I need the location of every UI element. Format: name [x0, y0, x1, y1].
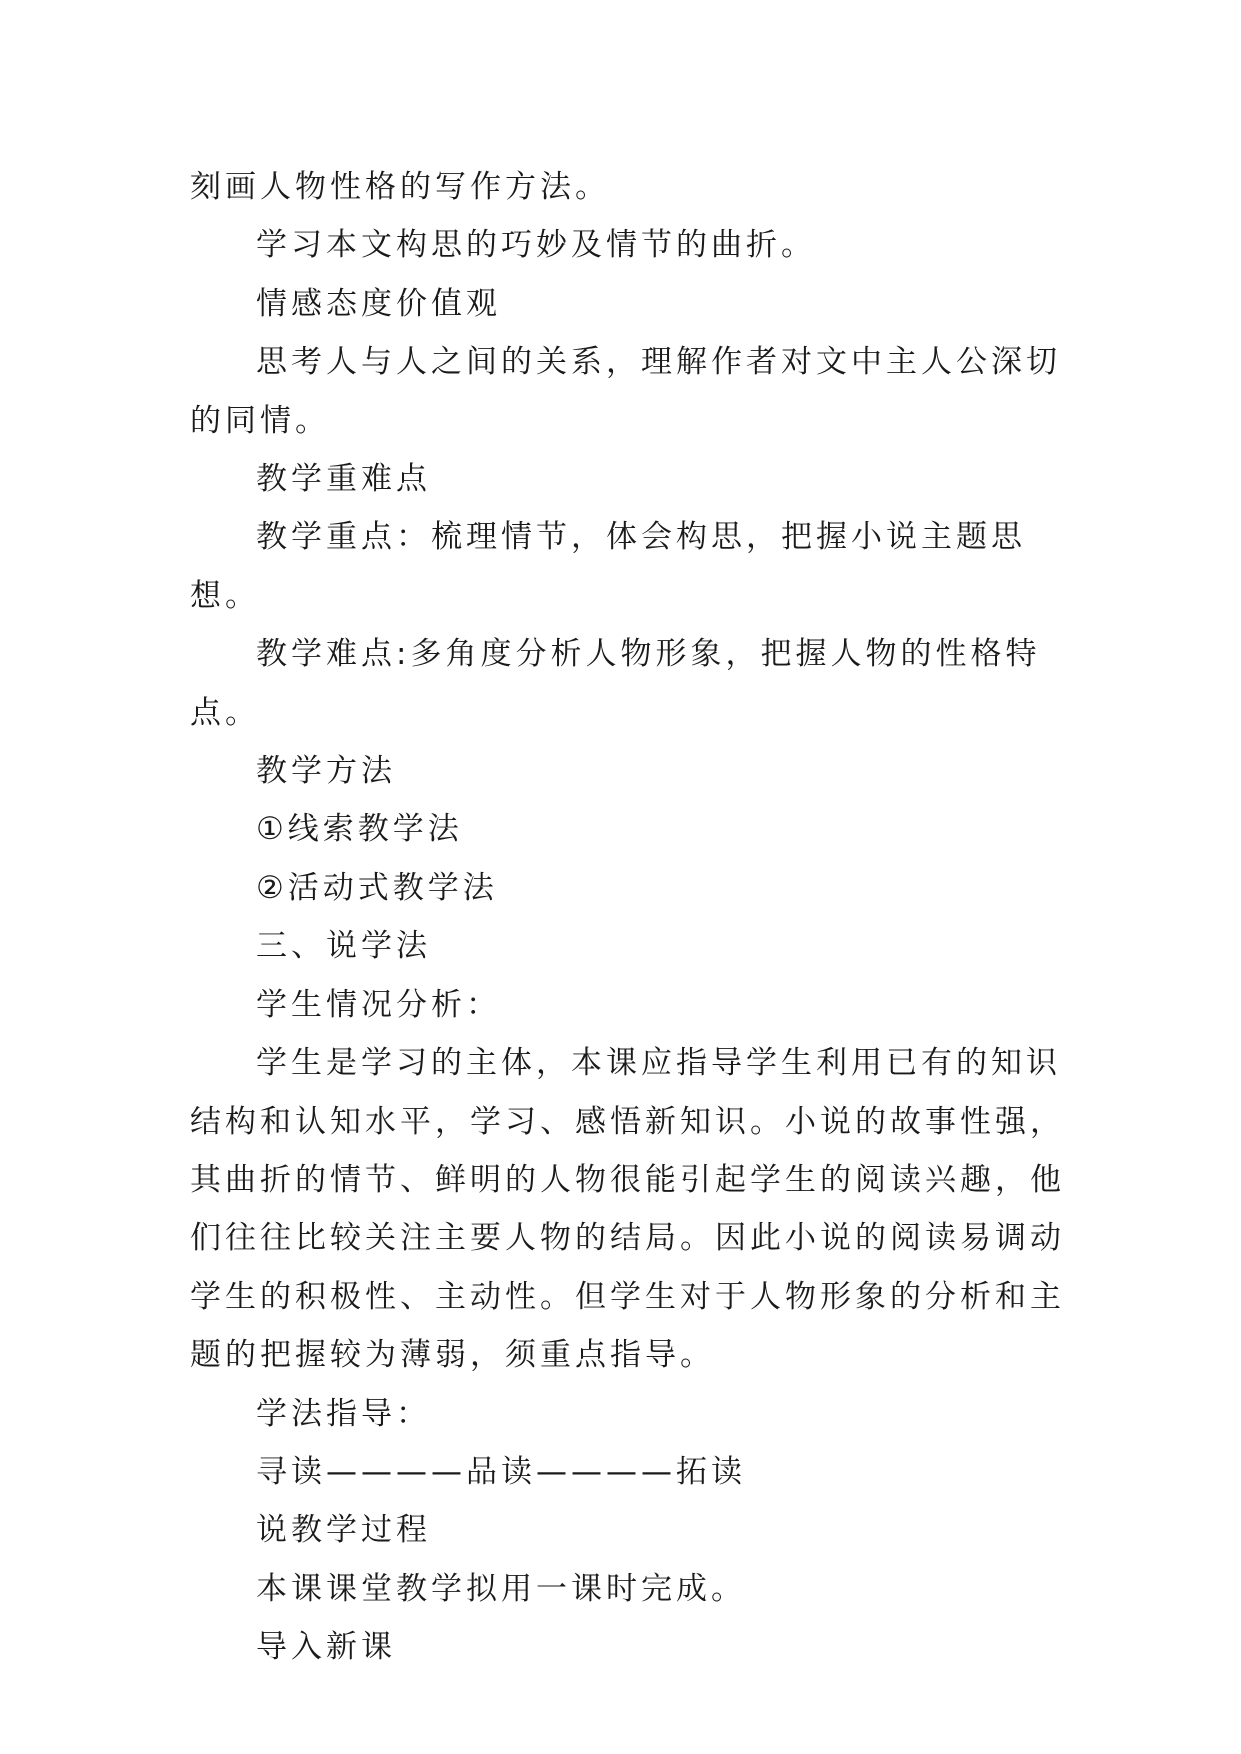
section-heading: 教学方法: [256, 753, 396, 790]
document-body: [190, 158, 1070, 1677]
paragraph: 学习本文构思的巧妙及情节的曲折。: [256, 227, 816, 264]
paragraph: 刻画人物性格的写作方法。: [190, 169, 610, 205]
paragraph: 学生是学习的主体，本课应指导学生利用已有的知识结构和认知水平，学习、感悟新知识。小说的故事性强，其曲折的情节、鲜明的人物很能引起学生的阅读兴趣，他们往往比较关注主要人物的结局。因此小说的阅读易调动学生的积极性、主动性。但学生对于人物形象的分析和主题的把握较为薄弱，须重点指导。: [190, 1045, 1065, 1374]
section-heading: 说教学过程: [256, 1512, 431, 1549]
section-heading: 三、说学法: [256, 928, 431, 965]
paragraph: 思考人与人之间的关系，理解作者对文中主人公深切的同情。: [190, 344, 1061, 439]
section-heading: 学法指导：: [256, 1395, 431, 1432]
section-heading: 学生情况分析：: [256, 986, 501, 1023]
paragraph: 本课课堂教学拟用一课时完成。: [256, 1570, 746, 1607]
section-heading: 导入新课: [256, 1629, 396, 1666]
paragraph: 教学重点：梳理情节，体会构思，把握小说主题思想。: [190, 519, 1026, 614]
paragraph: 教学难点:多角度分析人物形象，把握人物的性格特点。: [190, 636, 1041, 731]
section-heading: 教学重难点: [256, 461, 431, 498]
section-heading: 情感态度价值观: [256, 285, 501, 322]
list-item: ②活动式教学法: [256, 869, 498, 906]
list-item: ①线索教学法: [256, 811, 463, 848]
paragraph: 寻读————品读————拓读: [256, 1453, 746, 1490]
